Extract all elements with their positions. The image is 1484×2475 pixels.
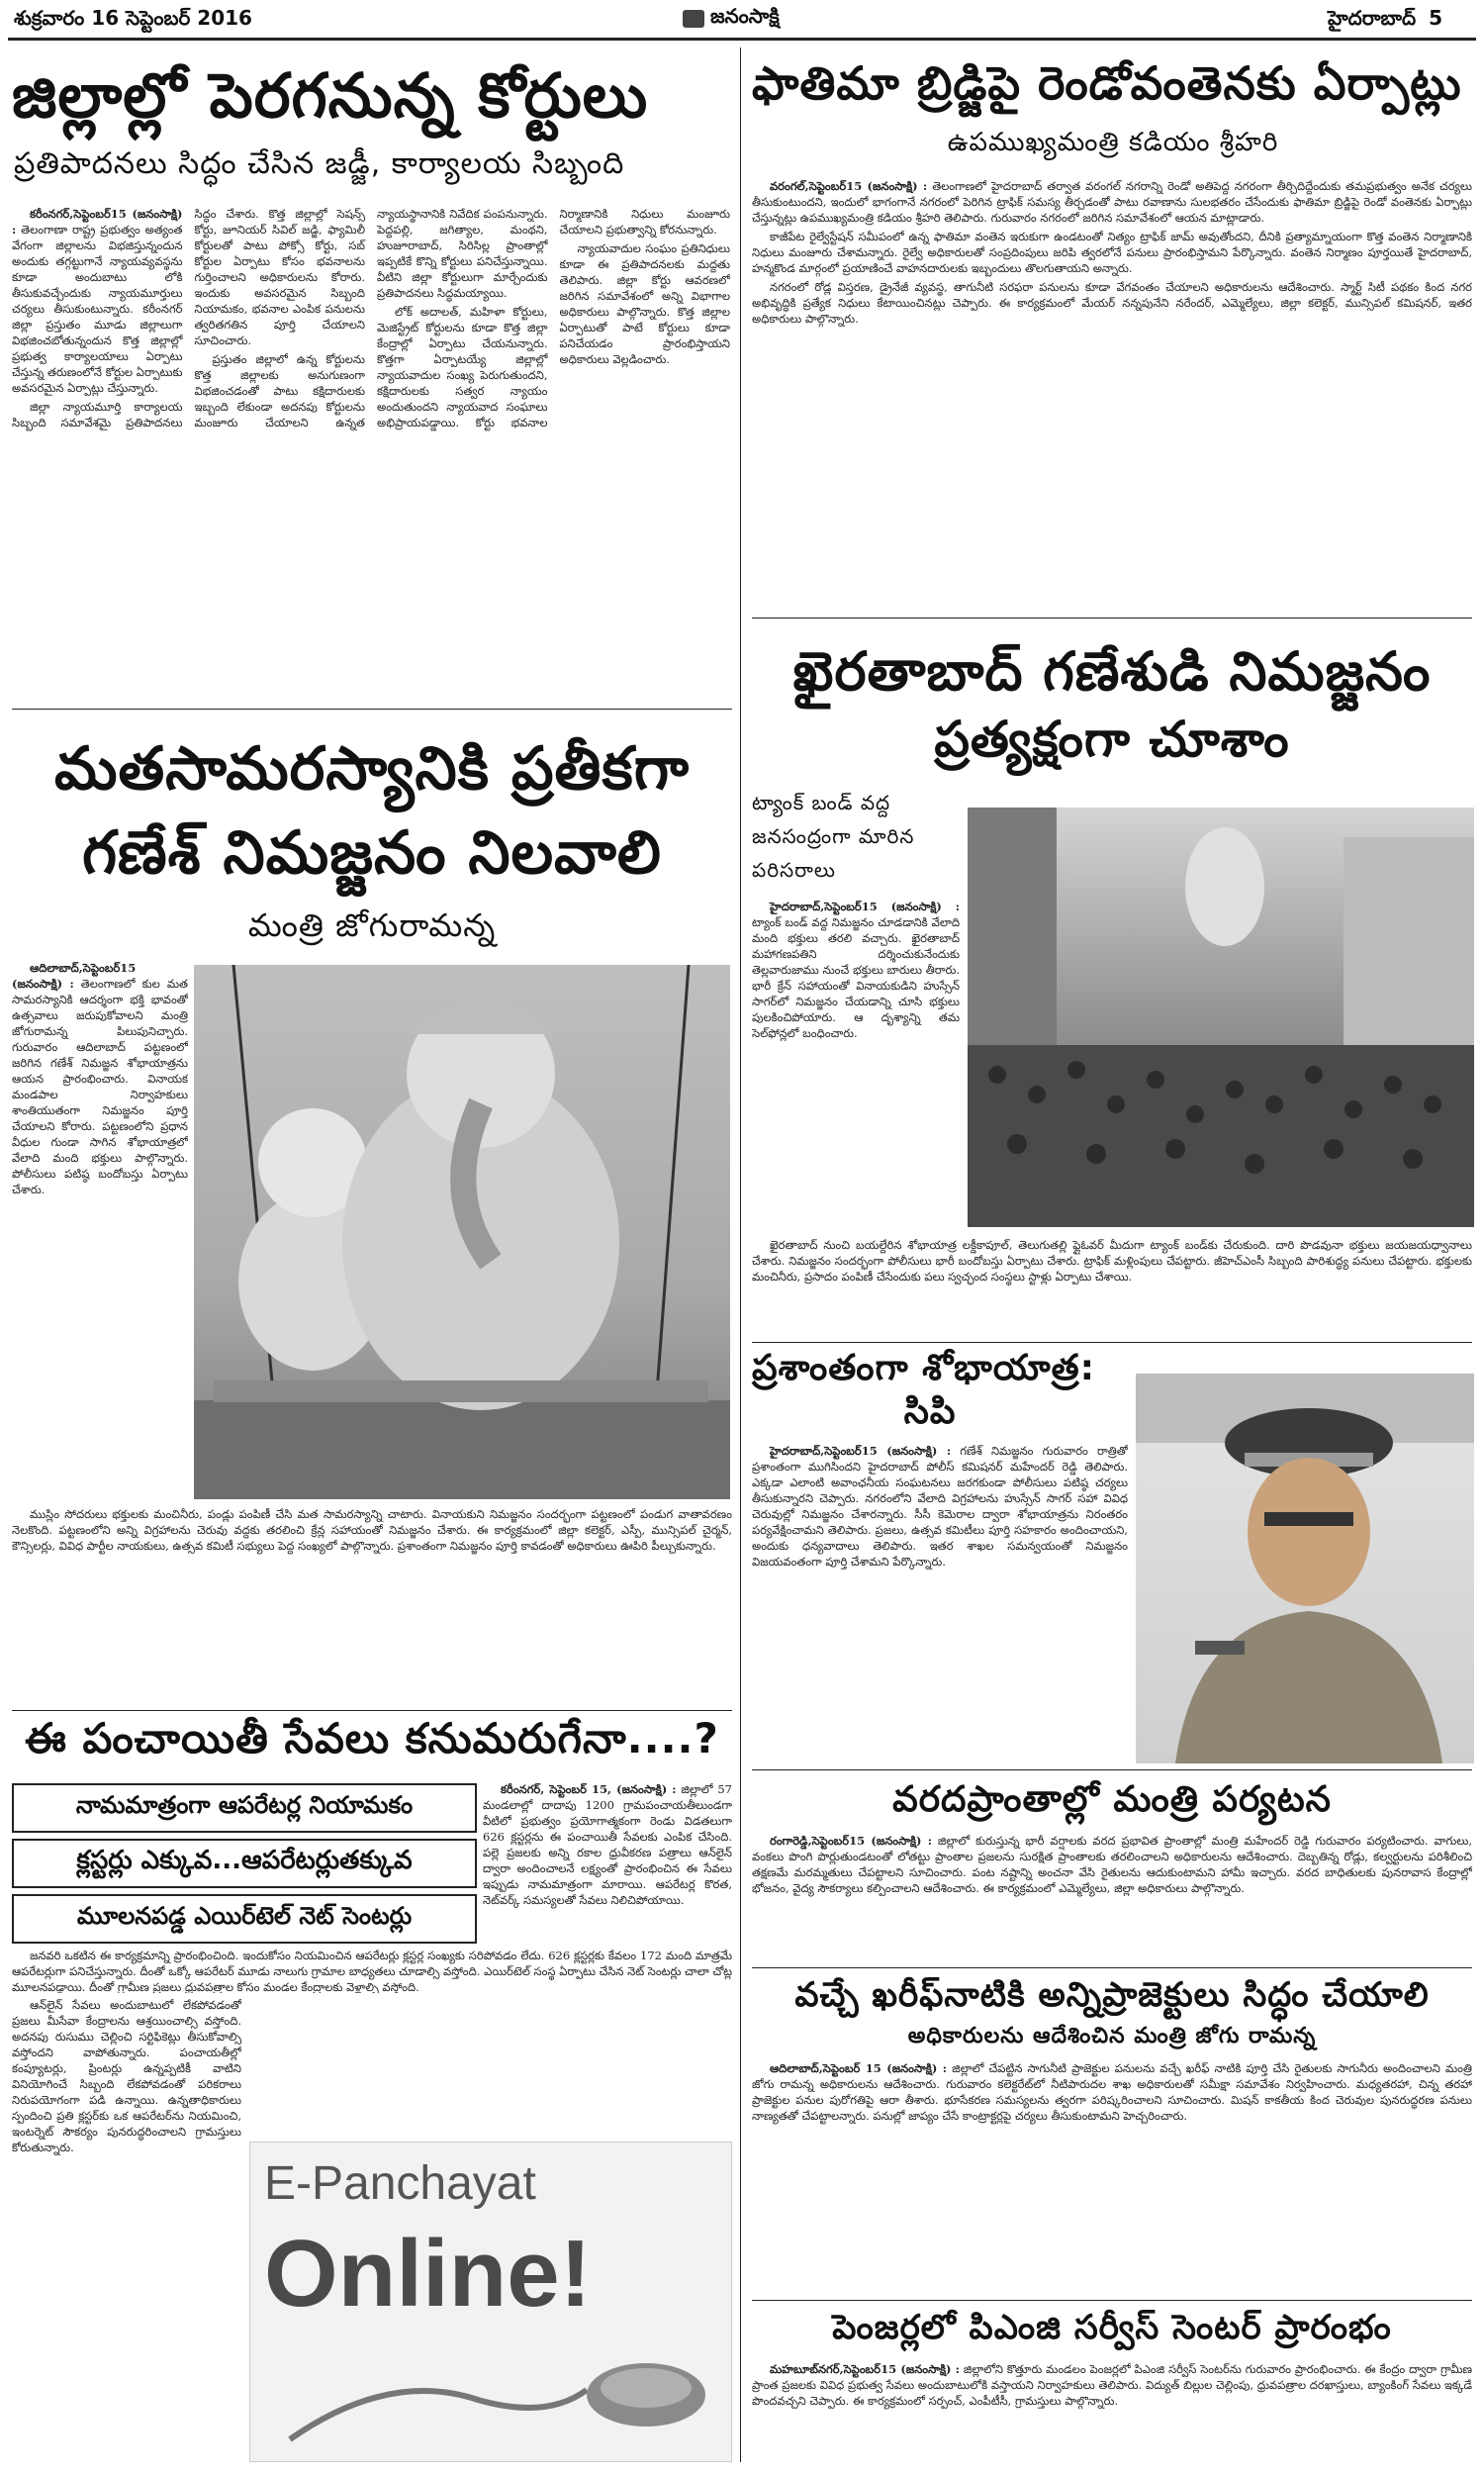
harmony-paragraph: ముస్లిం సోదరులు భక్తులకు మంచినీరు, పండ్లు పంపిణీ చేసి మత సామరస్యాన్ని చాటారు. వినాయకుని నిమజ్జనం సందర్భంగా పట్టణంలో పండుగ వాతావరణం నెలకొంది. పట్టణంలోని అన్ని విగ్రహాలను చెరువు వద్దకు తరలించి క్రేన్ల సహాయంతో నిమజ్జనం చేశారు. ఈ కార్యక్రమంలో జిల్లా కలెక్టర్, ఎస్పీ, మున్సిపల్ చైర్మన్, కౌన్సిలర్లు, వివిధ పార్టీల నాయకులు, ఉత్సవ కమిటీ సభ్యులు పెద్ద సంఖ్యలో పాల్గొన్నారు. ప్రశాంతంగా నిమజ్జనం పూర్తి కావడంతో అధికారులు ఊపిరి పీల్చుకున్నారు.: [12, 1507, 732, 1553]
kharif-text: జిల్లాలో చేపట్టిన సాగునీటి ప్రాజెక్టుల పనులను వచ్చే ఖరీఫ్ నాటికి పూర్తి చేసి రైతులకు సాగునీరు అందించాలని మంత్రి జోగు రామన్న అధికారులను ఆదేశించారు. గురువారం కలెక్టరేట్‌లో నీటిపారుదల శాఖ అధికారులతో సమీక్షా సమావేశం నిర్వహించారు. మధ్యతరహా, చిన్న తరహా ప్రాజెక్టుల పనుల పురోగతిపై ఆరా తీశారు. భూసేకరణ సమస్యలను త్వరగా పరిష్కరించాలని సూచించారు. మిషన్ కాకతీయ కింద చెరువుల పునరుద్ధరణ పనులు నాణ్యతతో చేపట్టాలన్నారు. పనుల్లో జాప్యం చేసే కాంట్రాక్టర్లపై చర్యలు తీసుకుంటామని హెచ్చరించారు.: [752, 2061, 1472, 2123]
panchayat-box-net-centers: మూలనపడ్డ ఎయిర్‌టెల్ నెట్ సెంటర్లు: [12, 1894, 477, 1944]
masthead-logo: [683, 4, 780, 33]
police-commissioner-photo: [1136, 1374, 1474, 1763]
khairatabad-side-article: [752, 899, 960, 1235]
pmg-article: [752, 2361, 1472, 2460]
procession-text: గణేశ్ నిమజ్జనం గురువారం రాత్రితో ప్రశాంతంగా ముగిసిందని హైదరాబాద్ పోలీస్ కమిషనర్ మహేందర్ రెడ్డి తెలిపారు. ఎక్కడా ఎలాంటి అవాంఛనీయ సంఘటనలు జరగకుండా పోలీసులు పటిష్ఠ చర్యలు తీసుకున్నారని చెప్పారు. నగరంలోని వేలాది విగ్రహాలను హుస్సేన్ సాగర్ సహా వివిధ చెరువుల్లో నిమజ్జనం చేశారన్నారు. సీసీ కెమెరాల ద్వారా శోభాయాత్రను నిరంతరం పర్యవేక్షించామని తెలిపారు. ప్రజలు, ఉత్సవ కమిటీలు పూర్తి సహకారం అందించాయని, అందుకు ధన్యవాదాలు తెలిపారు. ఇతర శాఖల సమన్వయంతో నిమజ్జనం విజయవంతంగా పూర్తి చేశామని పేర్కొన్నారు.: [752, 1444, 1128, 1569]
panchayat-side-text: ఆన్‌లైన్ సేవలు అందుబాటులో లేకపోవడంతో ప్రజలు మీసేవా కేంద్రాలను ఆశ్రయించాల్సి వస్తోంది. అదనపు రుసుము చెల్లించి సర్టిఫికెట్లు తీసుకోవాల్సి వస్తోందని వాపోతున్నారు. పంచాయతీల్లో కంప్యూటర్లు, ప్రింటర్లు ఉన్నప్పటికీ వాటిని వినియోగించే సిబ్బంది లేకపోవడంతో పరికరాలు నిరుపయోగంగా పడి ఉన్నాయి. ఉన్నతాధికారులు స్పందించి ప్రతి క్లస్టర్‌కు ఒక ఆపరేటర్‌ను నియమించి, ఇంటర్నెట్ సౌకర్యం పునరుద్ధరించాలని గ్రామస్తులు కోరుతున్నారు.: [12, 1998, 241, 2154]
khairatabad-subhead: ట్యాంక్ బండ్ వద్ద జనసంద్రంగా మారిన పరిసరాలు: [752, 791, 915, 882]
procession-dateline: హైదరాబాద్,సెప్టెంబర్15 (జనంసాక్షి) :: [770, 1444, 952, 1458]
harmony-side-text: తెలంగాణలో కుల మత సామరస్యానికి ఆదర్శంగా భక్తి భావంతో ఉత్సవాలు జరుపుకోవాలని మంత్రి జోగురామన్న పిలుపునిచ్చారు. గురువారం ఆదిలాబాద్ పట్టణంలో జరిగిన గణేశ్ నిమజ్జన శోభాయాత్రను ఆయన ప్రారంభించారు. వినాయక మండపాల నిర్వాహకులు శాంతియుతంగా నిమజ్జనం పూర్తి చేయాలని కోరారు. పట్టణంలోని ప్రధాన వీధుల గుండా సాగిన శోభాయాత్రలో వేలాది మంది భక్తులు పాల్గొన్నారు. పోలీసులు పటిష్ఠ బందోబస్తు ఏర్పాటు చేశారు.: [12, 977, 188, 1196]
harmony-subhead: మంత్రి జోగురామన్న: [247, 906, 497, 944]
procession-article: [752, 1443, 1128, 1760]
khairatabad-side-text: ట్యాంక్ బండ్ వద్ద నిమజ్జనం చూడడానికి వేలాది మంది భక్తులు తరలి వచ్చారు. ఖైరతాబాద్ మహాగణపతిని దర్శించుకునేందుకు తెల్లవారుజాము నుంచే భక్తులు బారులు తీరారు. భారీ క్రేన్ సహాయంతో వినాయకుడిని హుస్సేన్ సాగర్‌లో నిమజ్జనం చేయడాన్ని చూసి భక్తులు పులకించిపోయారు. ఆ దృశ్యాన్ని తమ సెల్‌ఫోన్లలో బంధించారు.: [752, 915, 960, 1040]
panchayat-top-text: జిల్లాలో 57 మండలాల్లో దాదాపు 1200 గ్రామపంచాయతీలుండగా వీటిలో ప్రభుత్వం ప్రయోగాత్మకంగా రెండు విడతలుగా 626 క్లస్టర్లను ఈ పంచాయితీ సేవలకు ఎంపిక చేసింది. పల్లె ప్రజలకు అన్ని రకాల ధ్రువీకరణ పత్రాలు ఆన్‌లైన్ ద్వారా అందించాలనే లక్ష్యంతో ప్రారంభించిన ఈ సేవలు ఇప్పుడు నామమాత్రంగా మారాయి. ఆపరేటర్ల కొరత, నెట్‌వర్క్ సమస్యలతో సేవలు నిలిచిపోయాయి.: [483, 1782, 732, 1907]
masthead-rule: [8, 38, 1476, 41]
crowd-illustration: [968, 808, 1474, 1227]
section-rule: [752, 1769, 1472, 1770]
page-number: 5: [1429, 6, 1442, 30]
courts-dateline: కరీంనగర్,సెప్టెంబర్15 (జనంసాక్షి) :: [12, 207, 183, 237]
e-panchayat-image: [249, 2142, 732, 2462]
harmony-headline-line2: గణేశ్ నిమజ్జనం నిలవాలి: [82, 818, 662, 888]
police-officer-illustration: [1136, 1374, 1474, 1763]
khairatabad-headline-line2: ప్రత్యక్షంగా చూశాం: [934, 711, 1290, 768]
kharif-subhead: అధికారులను ఆదేశించిన మంత్రి జోగు రామన్న: [907, 2024, 1317, 2048]
panchayat-wide-article: [12, 1948, 732, 1993]
bridge-paragraph: నగరంలో రోడ్ల విస్తరణ, డ్రైనేజీ వ్యవస్థ, తాగునీటి సరఫరా పనులను కూడా వేగవంతం చేయాలని అధికారులను ఆదేశించారు. స్మార్ట్ సిటీ పథకం కింద నగర అభివృద్ధికి ప్రత్యేక నిధులు కేటాయించినట్లు చెప్పారు. ఈ కార్యక్రమంలో మేయర్ నన్నపునేని నరేందర్, ఎమ్మెల్యేలు, జిల్లా కలెక్టర్, మున్సిపల్ కమిషనర్, ఇతర అధికారులు పాల్గొన్నారు.: [752, 280, 1472, 326]
vertical-column-rule: [740, 48, 741, 2462]
procession-headline-line1: ప్రశాంతంగా శోభాయాత్ర:: [752, 1348, 1095, 1388]
courts-paragraph: లోక్ అదాలత్, మహిళా కోర్టులు, మెజిస్ట్రేట్ కోర్టులను కూడా కొత్త జిల్లా కేంద్రాల్లో ఏర్పాటు చేయనున్నారు. కొత్తగా ఏర్పాటయ్యే జిల్లాల్లో న్యాయవాదుల సంఖ్య పెరుగుతుందని, కక్షిదారులకు సత్వర న్యాయం అందుతుందని న్యాయవాద సంఘాలు అభిప్రాయపడ్డాయి. కోర్టు భవనాల నిర్మాణానికి నిధులు మంజూరు చేయాలని ప్రభుత్వాన్ని కోరనున్నారు.: [377, 207, 730, 429]
bridge-dateline: వరంగల్,సెప్టెంబర్15 (జనంసాక్షి) :: [770, 179, 928, 193]
pmg-dateline: మహబూబ్‌నగర్,సెప్టెంబర్15 (జనంసాక్షి) :: [770, 2362, 960, 2376]
ganesh-idol-illustration: [194, 965, 730, 1499]
newspaper-name: జనంసాక్షి: [710, 4, 780, 28]
panchayat-top-article: [483, 1781, 732, 1942]
masthead-city: హైదరాబాద్: [1328, 6, 1417, 30]
section-rule: [12, 1710, 732, 1711]
courts-paragraph: జిల్లా న్యాయమూర్తి కార్యాలయ సిబ్బంది సమావేశమై ప్రతిపాదనలు సిద్ధం చేశారు. కొత్త జిల్లాల్లో సెషన్స్ కోర్టు, జూనియర్ సివిల్ జడ్జి, ఫ్యామిలీ కోర్టులతో పాటు పోక్సో కోర్టు, సబ్ కోర్టుల ఏర్పాటు కోసం భవనాలను గుర్తించాలని అధికారులను కోరారు. ఇందుకు అవసరమైన సిబ్బంది నియామకం, భవనాల ఎంపిక పనులను త్వరితగతిన పూర్తి చేయాలని సూచించారు.: [12, 207, 365, 429]
pmg-headline: పెంజర్లలో పిఎంజి సర్వీస్ సెంటర్ ప్రారంభం: [832, 2308, 1392, 2347]
section-rule: [752, 1342, 1472, 1343]
e-panchayat-online: Online!: [264, 2221, 592, 2327]
courts-paragraph: ప్రస్తుతం జిల్లాలో ఉన్న కోర్టులను కొత్త జిల్లాలకు అనుగుణంగా విభజించడంతో పాటు కక్షిదారులకు ఇబ్బంది లేకుండా అదనపు కోర్టులను మంజూరు చేయాలని ఉన్నత న్యాయస్థానానికి నివేదిక పంపనున్నారు. పెద్దపల్లి, జగిత్యాల, మంథని, హుజూరాబాద్, సిరిసిల్ల ప్రాంతాల్లో ఇప్పటికే కొన్ని కోర్టులు పనిచేస్తున్నాయి. వీటిని జిల్లా కోర్టులుగా మార్చేందుకు ప్రతిపాదనలు సిద్ధమయ్యాయి.: [194, 207, 548, 429]
khairatabad-crowd-photo: [968, 808, 1474, 1227]
flood-headline: వరదప్రాంతాల్లో మంత్రి పర్యటన: [892, 1779, 1332, 1820]
flood-text: జిల్లాలో కురుస్తున్న భారీ వర్షాలకు వరద ప్రభావిత ప్రాంతాల్లో మంత్రి మహేందర్ రెడ్డి గురువారం పర్యటించారు. వాగులు, వంకలు పొంగి పొర్లుతుండటంతో లోతట్టు ప్రాంతాల ప్రజలను సురక్షిత ప్రాంతాలకు తరలించాలని అధికారులను ఆదేశించారు. దెబ్బతిన్న రోడ్లు, కల్వర్టులను పరిశీలించి తక్షణమే మరమ్మతులు చేపట్టాలని సూచించారు. పంట నష్టాన్ని అంచనా వేసి రైతులను ఆదుకుంటామని హామీ ఇచ్చారు. వరద బాధితులకు పునరావాస కేంద్రాల్లో భోజనం, వైద్య సౌకర్యాలు కల్పించాలని ఆదేశించారు. ఈ కార్యక్రమంలో ఎమ్మెల్యేలు, జిల్లా అధికారులు పాల్గొన్నారు.: [752, 1834, 1472, 1895]
harmony-headline-line1: మతసామరస్యానికి ప్రతీకగా: [53, 734, 691, 804]
courts-article: [12, 206, 730, 695]
panchayat-box-operators: నామమాత్రంగా ఆపరేటర్ల నియామకం: [12, 1783, 477, 1833]
procession-headline-line2: సిపి: [903, 1391, 957, 1432]
kharif-dateline: ఆదిలాబాద్,సెప్టెంబర్ 15 (జనంసాక్షి) :: [770, 2061, 948, 2075]
harmony-article: [12, 1506, 732, 1704]
section-rule: [752, 2300, 1472, 2301]
section-rule: [752, 618, 1472, 619]
flood-article: [752, 1833, 1472, 1961]
panchayat-side-article: [12, 1997, 241, 2462]
courts-subhead: ప్రతిపాదనలు సిద్ధం చేసిన జడ్జీ, కార్యాలయ సిబ్బంది: [14, 146, 625, 181]
newspaper-logo-icon: [683, 10, 704, 28]
khairatabad-paragraph: ఖైరతాబాద్ నుంచి బయల్దేరిన శోభాయాత్ర లక్డీకాపూల్, తెలుగుతల్లి ఫ్లైఓవర్ మీదుగా ట్యాంక్ బండ్‌కు చేరుకుంది. దారి పొడవునా భక్తులు జయజయధ్వానాలు చేశారు. నిమజ్జనం సందర్భంగా పోలీసులు భారీ బందోబస్తు ఏర్పాటు చేశారు. ట్రాఫిక్ మళ్లింపులు చేపట్టారు. జీహెచ్ఎంసీ సిబ్బంది పారిశుద్ధ్య పనులు చేపట్టారు. భక్తులకు మంచినీరు, ప్రసాదం పంపిణీ చేసేందుకు పలు స్వచ్ఛంద సంస్థలు స్టాళ్లు ఏర్పాటు చేశాయి.: [752, 1238, 1472, 1284]
bridge-paragraph: తెలంగాణలో హైదరాబాద్ తర్వాత వరంగల్ నగరాన్ని రెండో అతిపెద్ద నగరంగా తీర్చిదిద్దేందుకు తమప్రభుత్వం అనేక చర్యలు తీసుకుంటుందని, ఇందులో భాగంగానే నగరంలో పెరిగిన ట్రాఫిక్ సమస్య తీర్చడంతో పాటు రవాణాను సులభతరం చేసేందుకు ఫాతిమా బ్రిడ్జిపై రెండో వంతెనకు ఏర్పాట్లు చేస్తున్నట్లు ఉపముఖ్యమంత్రి కడియం శ్రీహరి తెలిపారు. గురువారం నగరంలో జరిగిన సమావేశంలో ఆయన మాట్లాడారు.: [752, 179, 1472, 225]
ganesh-idol-photo: [194, 965, 730, 1499]
section-rule: [752, 1967, 1472, 1968]
kharif-article: [752, 2060, 1472, 2294]
khairatabad-dateline: హైదరాబాద్,సెప్టెంబర్15 (జనంసాక్షి) :: [770, 900, 960, 913]
bridge-article: [752, 178, 1472, 612]
courts-paragraph: తెలంగాణా రాష్ట్ర ప్రభుత్వం అత్యంత వేగంగా జిల్లాలను విభజిస్తున్నందున అందుకు తగ్గట్టుగానే న్యాయవ్యవస్థను కూడా అందుబాటు లోకి తీసుకువచ్చేందుకు న్యాయమూర్తులు చర్యలు తీసుకుంటున్నారు. కరీంనగర్ జిల్లా ప్రస్తుతం మూడు జిల్లాలుగా విభజించబోతున్నందున కొత్త జిల్లాల్లో ప్రభుత్వ కార్యాలయాలు ఏర్పాటు చేస్తున్న తరుణంలోనే కోర్టుల ఏర్పాటుకు అవసరమైన ఏర్పాట్లు చేస్తున్నారు.: [12, 223, 183, 395]
panchayat-box-clusters: క్లస్టర్లు ఎక్కువ...ఆపరేటర్లుతక్కువ: [12, 1839, 477, 1888]
flood-dateline: రంగారెడ్డి,సెప్టెంబర్15 (జనంసాక్షి) :: [770, 1834, 932, 1848]
khairatabad-article: [752, 1237, 1472, 1336]
masthead-city-page: [1328, 6, 1442, 35]
kharif-headline: వచ్చే ఖరీఫ్‌నాటికి అన్నిప్రాజెక్టులు సిద్ధం చేయాలి: [794, 1975, 1430, 2015]
panchayat-wide-text: జనవరి ఒకటిన ఈ కార్యక్రమాన్ని ప్రారంభించింది. ఇందుకోసం నియమించిన ఆపరేటర్లు క్లస్టర్ల సంఖ్యకు సరిపోవడం లేదు. 626 క్లస్టర్లకు కేవలం 172 మంది మాత్రమే ఆపరేటర్లుగా పనిచేస్తున్నారు. దీంతో ఒక్కో ఆపరేటర్ మూడు నాలుగు గ్రామాల బాధ్యతలు చూడాల్సి వస్తోంది. ఎయిర్‌టెల్ సంస్థ ఏర్పాటు చేసిన నెట్ సెంటర్లు చాలా చోట్ల మూలనపడ్డాయి. దీంతో గ్రామీణ ప్రజలు ధ్రువపత్రాల కోసం మండల కేంద్రాలకు వెళ్లాల్సి వస్తోంది.: [12, 1949, 732, 1993]
masthead-date: శుక్రవారం 16 సెప్టెంబర్ 2016: [14, 6, 252, 30]
mouse-icon: [250, 2142, 731, 2461]
bridge-subhead: ఉపముఖ్యమంత్రి కడియం శ్రీహరి: [947, 128, 1279, 157]
section-rule: [12, 709, 732, 710]
bridge-headline: ఫాతిమా బ్రిడ్జిపై రెండోవంతెనకు ఏర్పాట్లు: [752, 56, 1462, 110]
harmony-side-article: [12, 960, 188, 1506]
panchayat-headline: ఈ పంచాయితీ సేవలు కనుమరుగేనా....?: [25, 1714, 719, 1762]
courts-paragraph: న్యాయవాదుల సంఘం ప్రతినిధులు కూడా ఈ ప్రతిపాదనలకు మద్దతు తెలిపారు. జిల్లా కోర్టు ఆవరణలో జరిగిన సమావేశంలో అన్ని విభాగాల అధికారులు పాల్గొన్నారు. కొత్త జిల్లాల ఏర్పాటుతో పాటే కోర్టులు కూడా పనిచేయడం ప్రారంభిస్తాయని అధికారులు వెల్లడించారు.: [559, 241, 730, 366]
panchayat-dateline: కరీంనగర్, సెప్టెంబర్ 15, (జనంసాక్షి) :: [501, 1782, 677, 1796]
courts-headline: జిల్లాల్లో పెరగనున్న కోర్టులు: [12, 59, 649, 132]
e-panchayat-title: E-Panchayat: [264, 2157, 536, 2210]
pmg-text: జిల్లాలోని కొత్తూరు మండలం పెంజర్లలో పిఎంజి సర్వీస్ సెంటర్‌ను గురువారం ప్రారంభించారు. ఈ కేంద్రం ద్వారా గ్రామీణ ప్రాంత ప్రజలకు వివిధ ప్రభుత్వ సేవలు అందుబాటులోకి వస్తాయని నిర్వాహకులు తెలిపారు. విద్యుత్ బిల్లుల చెల్లింపు, ధ్రువపత్రాల దరఖాస్తులు, బ్యాంకింగ్ సేవలు ఇక్కడే పొందవచ్చని చెప్పారు. ఈ కార్యక్రమంలో సర్పంచ్, ఎంపీటీసీ, గ్రామస్తులు పాల్గొన్నారు.: [752, 2362, 1472, 2408]
khairatabad-headline-line1: ఖైరతాబాద్ గణేశుడి నిమజ్జనం: [792, 640, 1432, 703]
bridge-paragraph: కాజీపేట రైల్వేస్టేషన్ సమీపంలో ఉన్న ఫాతిమా వంతెన ఇరుకుగా ఉండటంతో నిత్యం ట్రాఫిక్ జామ్ అవుతోందని, దీనికి ప్రత్యామ్నాయంగా కొత్త వంతెన నిర్మాణానికి నిధులు మంజూరు చేశామన్నారు. రైల్వే అధికారులతో సంప్రదింపులు జరిపి త్వరలోనే పనులు ప్రారంభిస్తామని పేర్కొన్నారు. వంతెన నిర్మాణం పూర్తయితే హైదరాబాద్, హన్మకొండ మార్గంలో ప్రయాణించే వాహనదారులకు ఇబ్బందులు తొలగుతాయని అన్నారు.: [752, 230, 1472, 275]
harmony-dateline: ఆదిలాబాద్,సెప్టెంబర్15 (జనంసాక్షి) :: [12, 961, 137, 991]
